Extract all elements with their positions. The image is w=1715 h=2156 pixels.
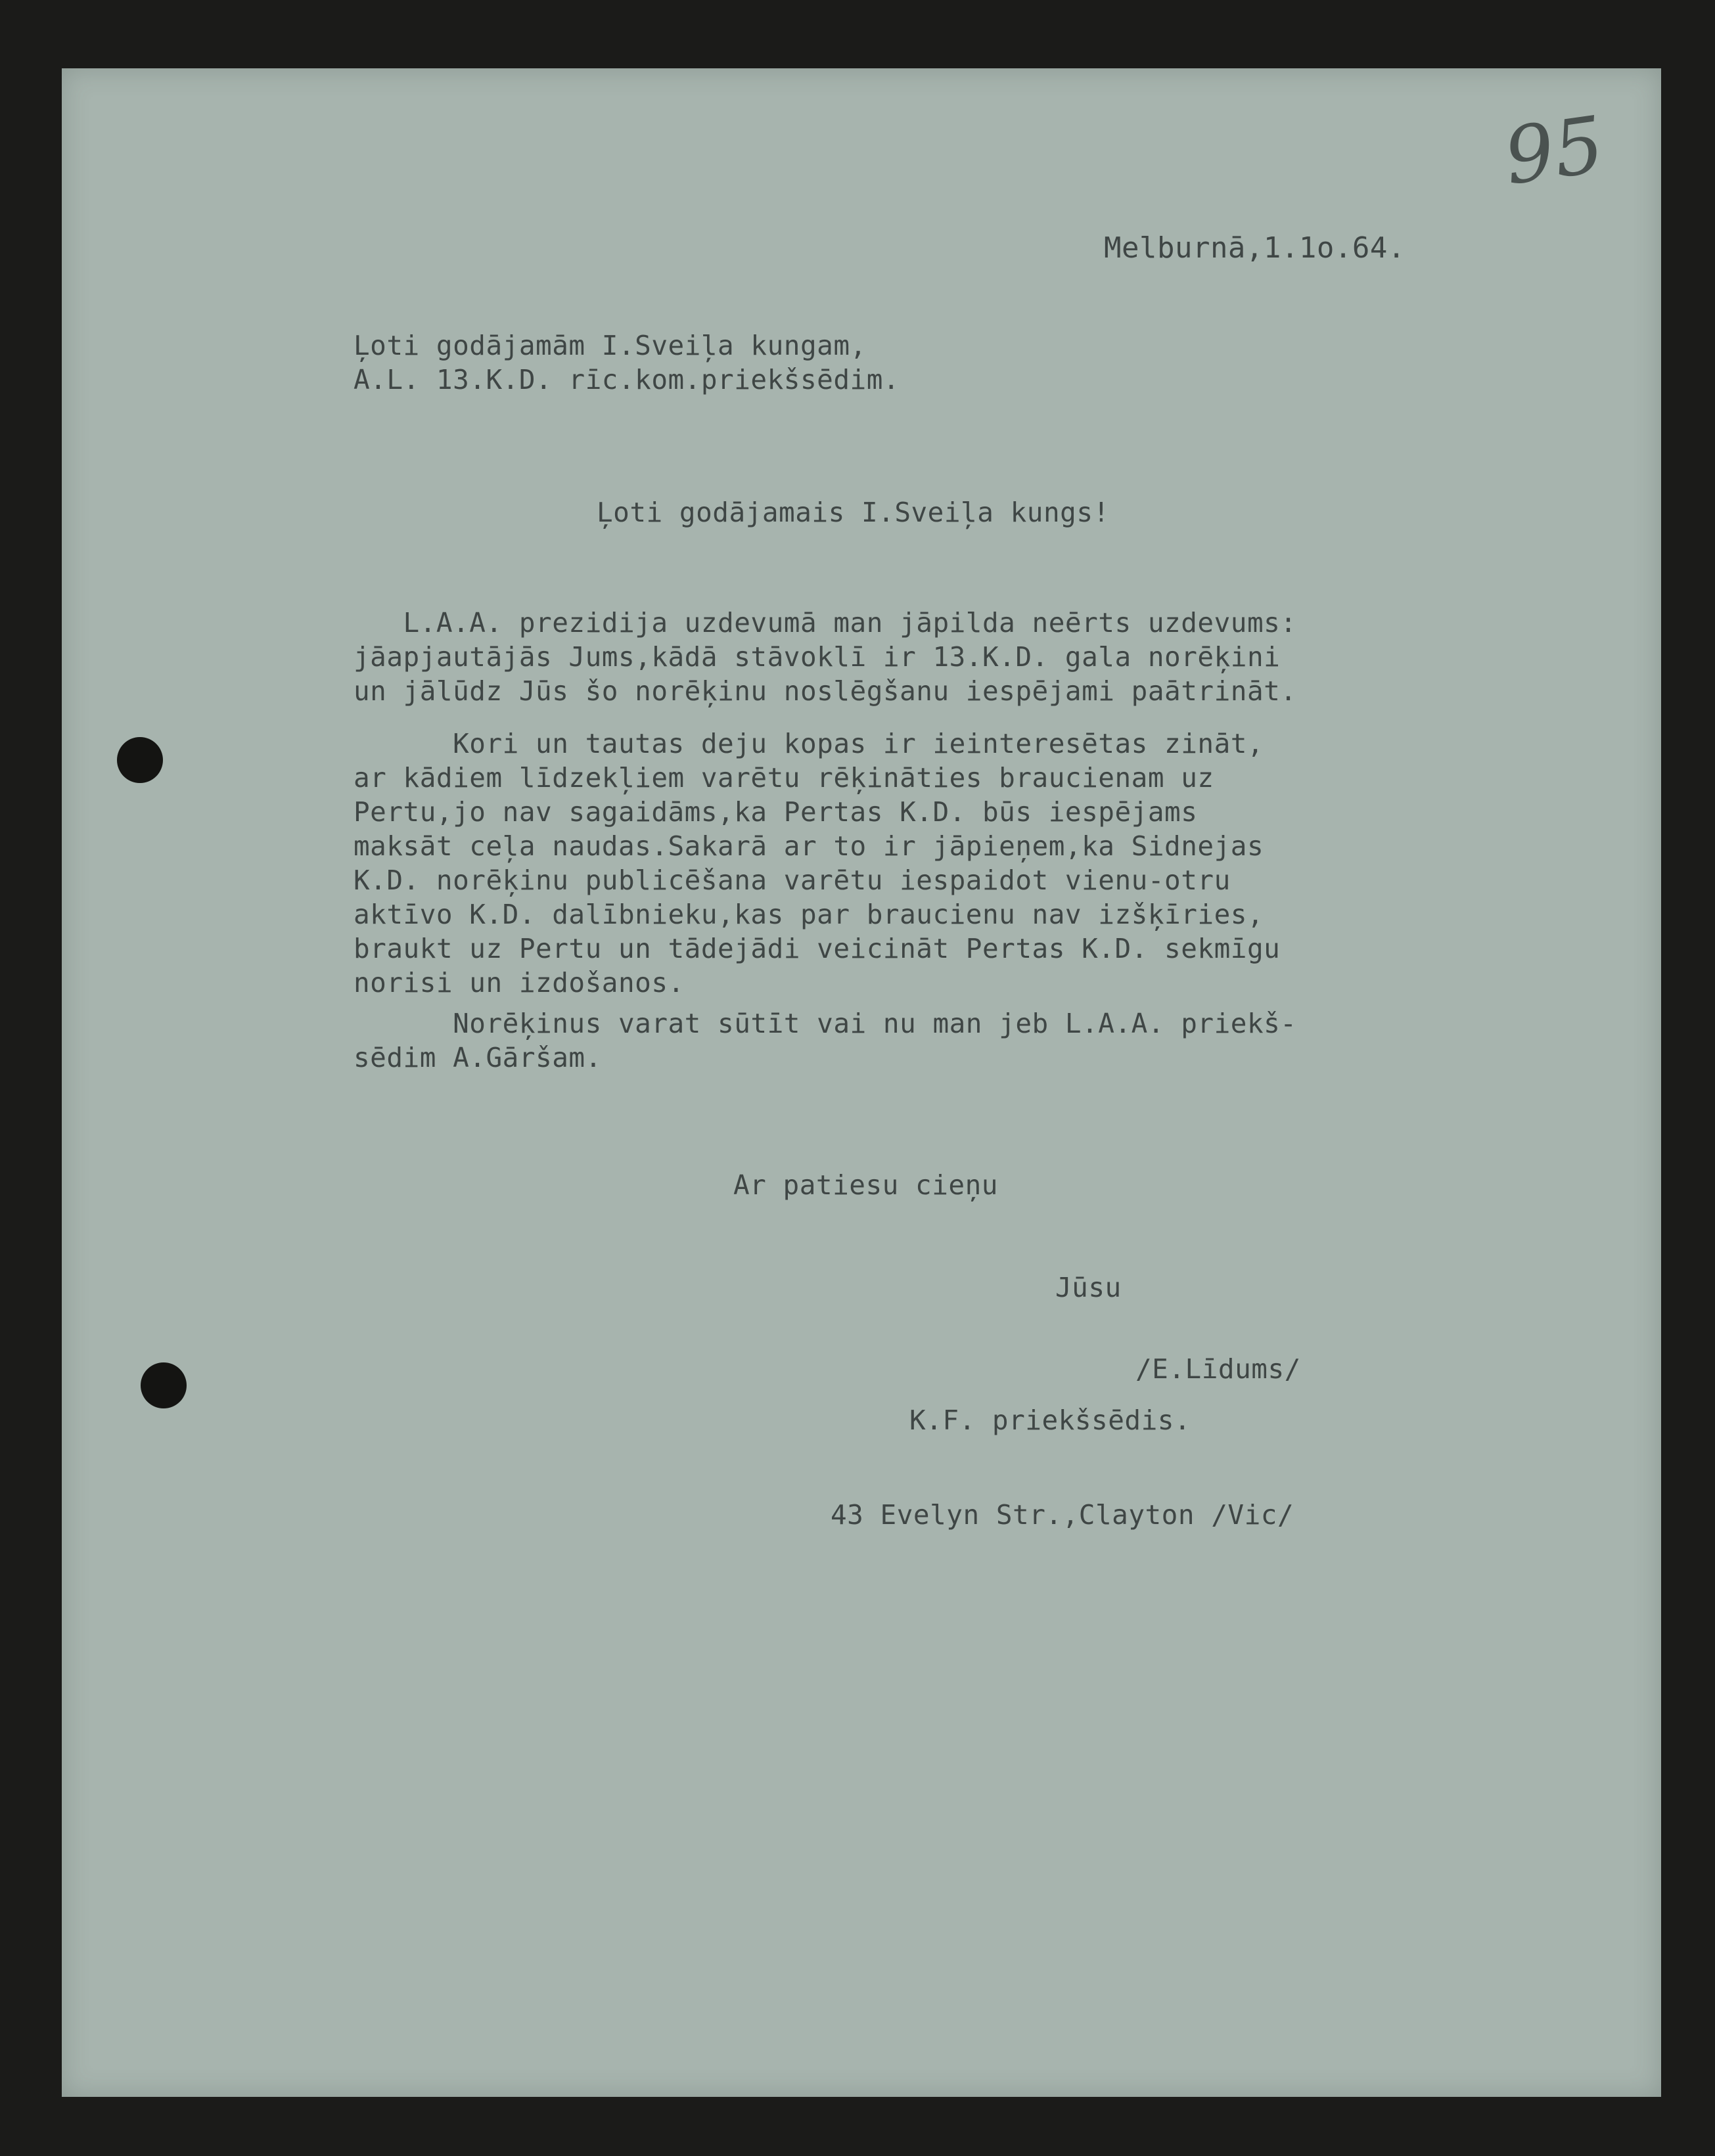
sender-address: 43 Evelyn Str.,Clayton /Vic/ <box>831 1499 1294 1531</box>
body-line: un jālūdz Jūs šo norēķinu noslēgšanu iespējami paātrināt. <box>354 675 1297 707</box>
body-line: sēdim A.Gāršam. <box>354 1042 602 1073</box>
salutation: Ļoti godājamais I.Sveiļa kungs! <box>597 497 1110 528</box>
body-line: jāapjautājās Jums,kādā stāvoklī ir 13.K.D. gala norēķini <box>354 641 1281 673</box>
letter-date: Melburnā,1.1o.64. <box>1104 231 1406 265</box>
body-line: norisi un izdošanos. <box>354 967 685 999</box>
closing-yours: Jūsu <box>1055 1272 1122 1303</box>
body-line: Pertu,jo nav sagaidāms,ka Pertas K.D. būs iespējams <box>354 796 1198 828</box>
body-line: ar kādiem līdzekļiem varētu rēķināties braucienam uz <box>354 762 1214 794</box>
recipient-line-1: Ļoti godājamām I.Sveiļa kungam, <box>354 330 867 361</box>
body-line: aktīvo K.D. dalībnieku,kas par braucienu nav izšķīries, <box>354 899 1264 930</box>
body-line: Kori un tautas deju kopas ir ieinteresētas zināt, <box>354 728 1264 759</box>
closing: Ar patiesu cieņu <box>733 1169 998 1201</box>
body-line: K.D. norēķinu publicēšana varētu iespaidot vienu-otru <box>354 865 1231 896</box>
signature: /E.Līdums/ <box>1135 1353 1301 1385</box>
body-line: Norēķinus varat sūtīt vai nu man jeb L.A.A. priekš- <box>354 1008 1297 1039</box>
punch-hole <box>117 737 163 783</box>
body-line: L.A.A. prezidija uzdevumā man jāpilda neērts uzdevums: <box>354 607 1297 639</box>
body-line: maksāt ceļa naudas.Sakarā ar to ir jāpieņem,ka Sidnejas <box>354 830 1264 862</box>
recipient-line-2: A.L. 13.K.D. rīc.kom.priekšsēdim. <box>354 364 900 395</box>
punch-hole <box>141 1362 187 1408</box>
body-line: braukt uz Pertu un tādejādi veicināt Pertas K.D. sekmīgu <box>354 933 1281 964</box>
handwritten-page-number: 95 <box>1499 99 1610 202</box>
signer-title: K.F. priekšsēdis. <box>909 1404 1191 1436</box>
